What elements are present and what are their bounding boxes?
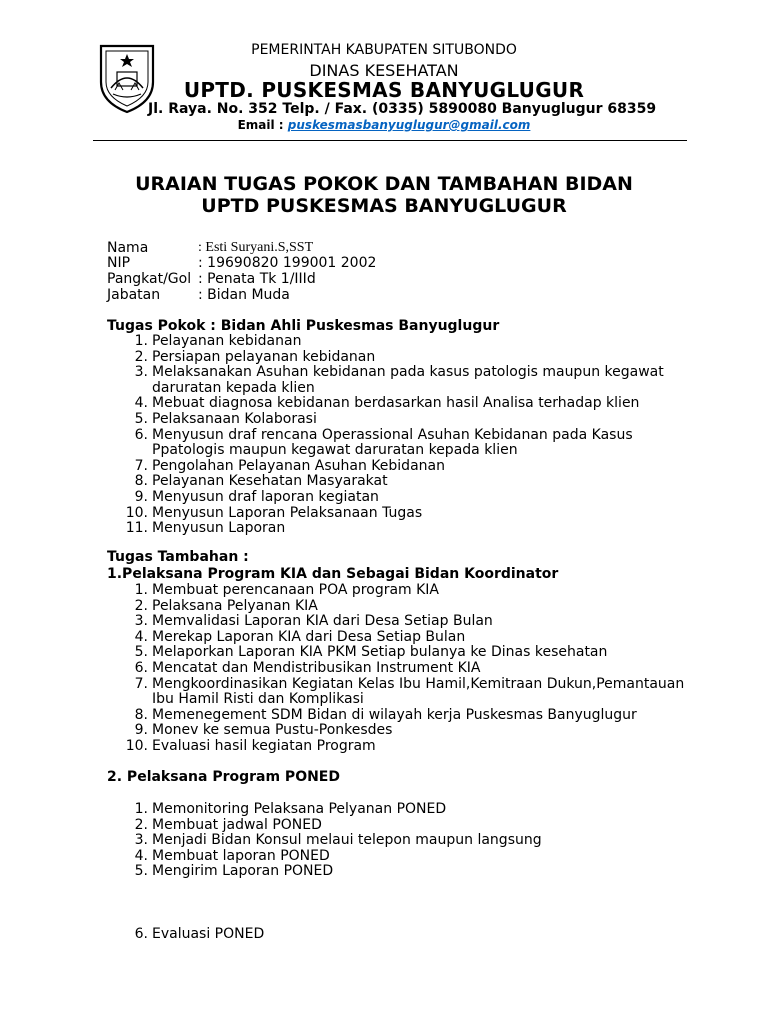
tugas-pokok-item-text: Pelayanan kebidanan	[152, 333, 302, 349]
tugas-pokok-item-text: Pengolahan Pelayanan Asuhan Kebidanan	[152, 457, 445, 474]
program-kia-item-text: Pelaksana Pelyanan KIA	[152, 597, 318, 614]
program-kia-item-text: Memenegement SDM Bidan di wilayah kerja Puskesmas Banyuglugur	[152, 706, 637, 723]
program-poned-item-number: 2.	[134, 816, 148, 833]
tugas-pokok-item-text: Persiapan pelayanan kebidanan	[152, 348, 376, 365]
program-kia-item-number: 4.	[134, 628, 148, 645]
program-kia-item-text: Ibu Hamil Risti dan Komplikasi	[152, 691, 364, 708]
program-poned-item-text: Mengirim Laporan PONED	[152, 863, 334, 880]
tugas-pokok-item-number: 11.	[125, 520, 148, 537]
program-kia-item-number: 1.	[134, 582, 148, 598]
letterhead-address: Jl. Raya. No. 352 Telp. / Fax. (0335) 5890080 Banyuglugur 68359	[148, 101, 657, 117]
tugas-pokok-item-number: 1.	[134, 333, 148, 349]
tugas-pokok-item-text: Menyusun draf rencana Operassional Asuhan Kebidanan pada Kasus	[152, 426, 633, 443]
tugas-pokok-item-text: daruratan kepada klien	[152, 379, 315, 396]
identity-label-pangkat: Pangkat/Gol	[107, 271, 192, 287]
tugas-pokok-item-number: 6.	[134, 426, 148, 443]
letterhead-government: PEMERINTAH KABUPATEN SITUBONDO	[251, 42, 517, 58]
program-poned-item-text: Membuat laporan PONED	[152, 847, 330, 864]
letterhead-institution: UPTD. PUSKESMAS BANYUGLUGUR	[183, 78, 585, 102]
tugas-pokok-item-number: 4.	[134, 395, 148, 412]
program-kia-heading: 1.Pelaksana Program KIA dan Sebagai Bidan Koordinator	[107, 566, 559, 582]
program-poned-item-text: Evaluasi PONED	[152, 926, 265, 942]
program-kia-item-text: Monev ke semua Pustu-Ponkesdes	[152, 722, 393, 739]
identity-value-nip: : 19690820 199001 2002	[198, 255, 377, 271]
identity-value-jabatan: : Bidan Muda	[198, 287, 290, 303]
document-title-line2: UPTD PUSKESMAS BANYUGLUGUR	[201, 195, 567, 217]
program-kia-item-number: 8.	[134, 706, 148, 723]
program-kia-item-number: 10.	[125, 738, 148, 754]
tugas-tambahan-heading: Tugas Tambahan :	[107, 549, 249, 565]
identity-label-jabatan: Jabatan	[107, 287, 161, 303]
tugas-pokok-item-number: 10.	[125, 504, 148, 521]
document-title-line1: URAIAN TUGAS POKOK DAN TAMBAHAN BIDAN	[135, 173, 633, 195]
program-kia-item-text: Melaporkan Laporan KIA PKM Setiap bulanya ke Dinas kesehatan	[152, 644, 608, 661]
program-kia-item-number: 6.	[134, 660, 148, 676]
email-label: Email :	[237, 118, 284, 132]
tugas-pokok-item-number: 9.	[134, 489, 148, 505]
identity-value-pangkat: : Penata Tk 1/IIId	[198, 271, 316, 287]
program-poned-item-number: 5.	[134, 863, 148, 880]
program-poned-item-text: Menjadi Bidan Konsul melaui telepon maupun langsung	[152, 832, 542, 849]
tugas-pokok-item-number: 2.	[134, 348, 148, 365]
program-kia-item-number: 9.	[134, 722, 148, 739]
tugas-pokok-heading: Tugas Pokok : Bidan Ahli Puskesmas Banyuglugur	[107, 318, 500, 334]
tugas-pokok-item-text: Mebuat diagnosa kebidanan berdasarkan hasil Analisa terhadap klien	[152, 395, 640, 412]
tugas-pokok-item-number: 3.	[134, 364, 148, 381]
program-poned-item-number: 1.	[134, 801, 148, 817]
tugas-pokok-item-text: Melaksanakan Asuhan kebidanan pada kasus patologis maupun kegawat	[152, 364, 664, 381]
tugas-pokok-item-text: Ppatologis maupun kegawat daruratan kepada klien	[152, 442, 518, 459]
identity-label-nip: NIP	[107, 255, 131, 271]
program-kia-item-text: Membuat perencanaan POA program KIA	[152, 582, 440, 598]
tugas-pokok-item-text: Menyusun draf laporan kegiatan	[152, 489, 379, 505]
program-poned-item-number: 6.	[134, 926, 148, 942]
program-kia-item-text: Mencatat dan Mendistribusikan Instrument KIA	[152, 660, 481, 676]
program-kia-item-number: 3.	[134, 613, 148, 630]
tugas-pokok-item-text: Pelayanan Kesehatan Masyarakat	[152, 473, 388, 490]
program-poned-heading: 2. Pelaksana Program PONED	[107, 769, 340, 785]
program-poned-item-text: Membuat jadwal PONED	[152, 816, 322, 833]
identity-value-nama: : Esti Suryani.S,SST	[198, 240, 314, 255]
tugas-pokok-item-number: 5.	[134, 411, 148, 427]
letterhead-email-line	[0, 118, 768, 132]
email-link[interactable]: puskesmasbanyuglugur@gmail.com	[287, 118, 531, 132]
program-kia-item-text: Merekap Laporan KIA dari Desa Setiap Bulan	[152, 628, 466, 645]
tugas-pokok-item-text: Pelaksanaan Kolaborasi	[152, 411, 317, 427]
tugas-pokok-item-text: Menyusun Laporan Pelaksanaan Tugas	[152, 504, 423, 521]
tugas-pokok-item-number: 8.	[134, 473, 148, 490]
tugas-pokok-item-number: 7.	[134, 457, 148, 474]
program-kia-item-text: Mengkoordinasikan Kegiatan Kelas Ibu Hamil,Kemitraan Dukun,Pemantauan	[152, 675, 685, 692]
program-kia-item-number: 5.	[134, 644, 148, 661]
letterhead-divider	[93, 140, 687, 141]
identity-label-nama: Nama	[107, 240, 149, 256]
program-kia-item-number: 7.	[134, 675, 148, 692]
program-poned-item-number: 3.	[134, 832, 148, 849]
program-poned-item-text: Memonitoring Pelaksana Pelyanan PONED	[152, 801, 447, 817]
program-kia-item-text: Memvalidasi Laporan KIA dari Desa Setiap Bulan	[152, 613, 493, 630]
program-kia-item-text: Evaluasi hasil kegiatan Program	[152, 738, 376, 754]
letterhead-department: DINAS KESEHATAN	[309, 61, 459, 80]
program-kia-item-number: 2.	[134, 597, 148, 614]
program-poned-item-number: 4.	[134, 847, 148, 864]
tugas-pokok-item-text: Menyusun Laporan	[152, 520, 286, 537]
